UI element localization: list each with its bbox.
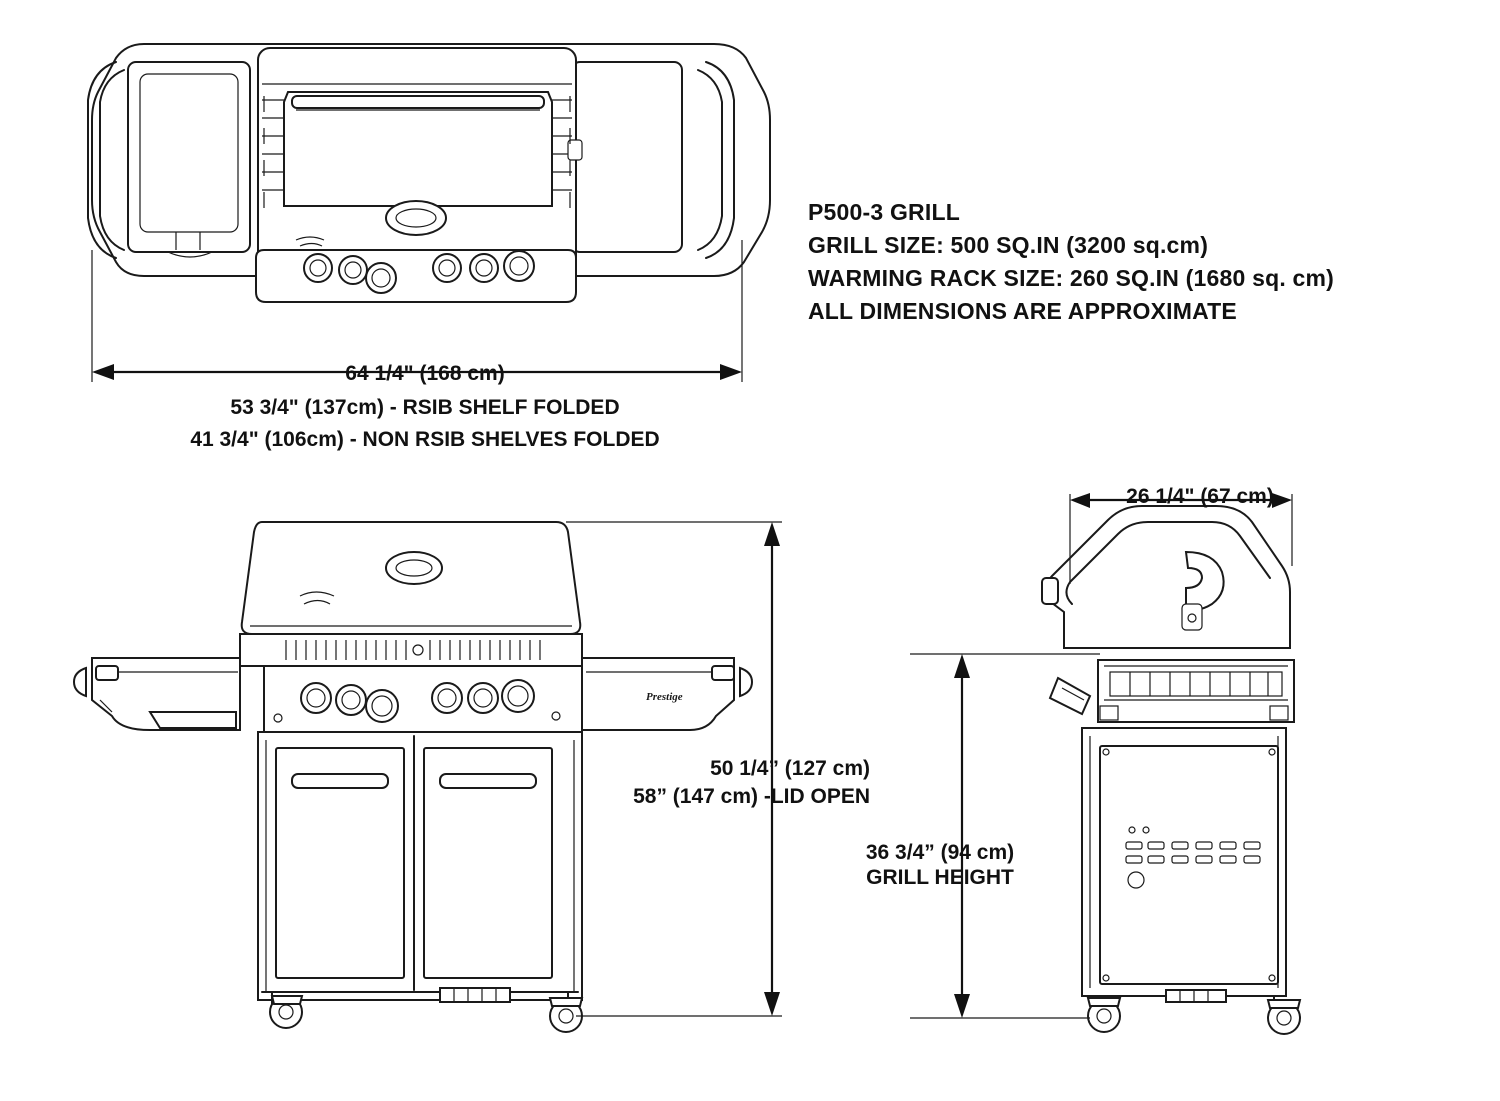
side-view-grill [1042,506,1300,1034]
spec-warming-rack-size: WARMING RACK SIZE: 260 SQ.IN (1680 sq. cm) [808,265,1335,291]
label-height-lid-open: 58” (147 cm) -LID OPEN [633,785,870,808]
spec-approximate-note: ALL DIMENSIONS ARE APPROXIMATE [808,298,1237,324]
label-grill-height-caption: GRILL HEIGHT [866,866,1014,889]
label-height-closed: 50 1/4” (127 cm) [710,757,870,780]
spec-model: P500-3 GRILL [808,199,960,225]
label-grill-height-value: 36 3/4” (94 cm) [865,841,1015,864]
label-top-width: 64 1/4" (168 cm) [345,362,505,385]
top-view-grill [88,44,770,302]
spec-text-block [808,196,1428,328]
label-depth: 26 1/4" (67 cm) [1126,485,1274,508]
label-non-rsib-shelves-folded: 41 3/4" (106cm) - NON RSIB SHELVES FOLDED [190,428,660,451]
spec-grill-size: GRILL SIZE: 500 SQ.IN (3200 sq.cm) [808,232,1209,258]
brand-logo: Prestige [646,691,683,703]
label-rsib-shelf-folded: 53 3/4" (137cm) - RSIB SHELF FOLDED [230,396,620,419]
